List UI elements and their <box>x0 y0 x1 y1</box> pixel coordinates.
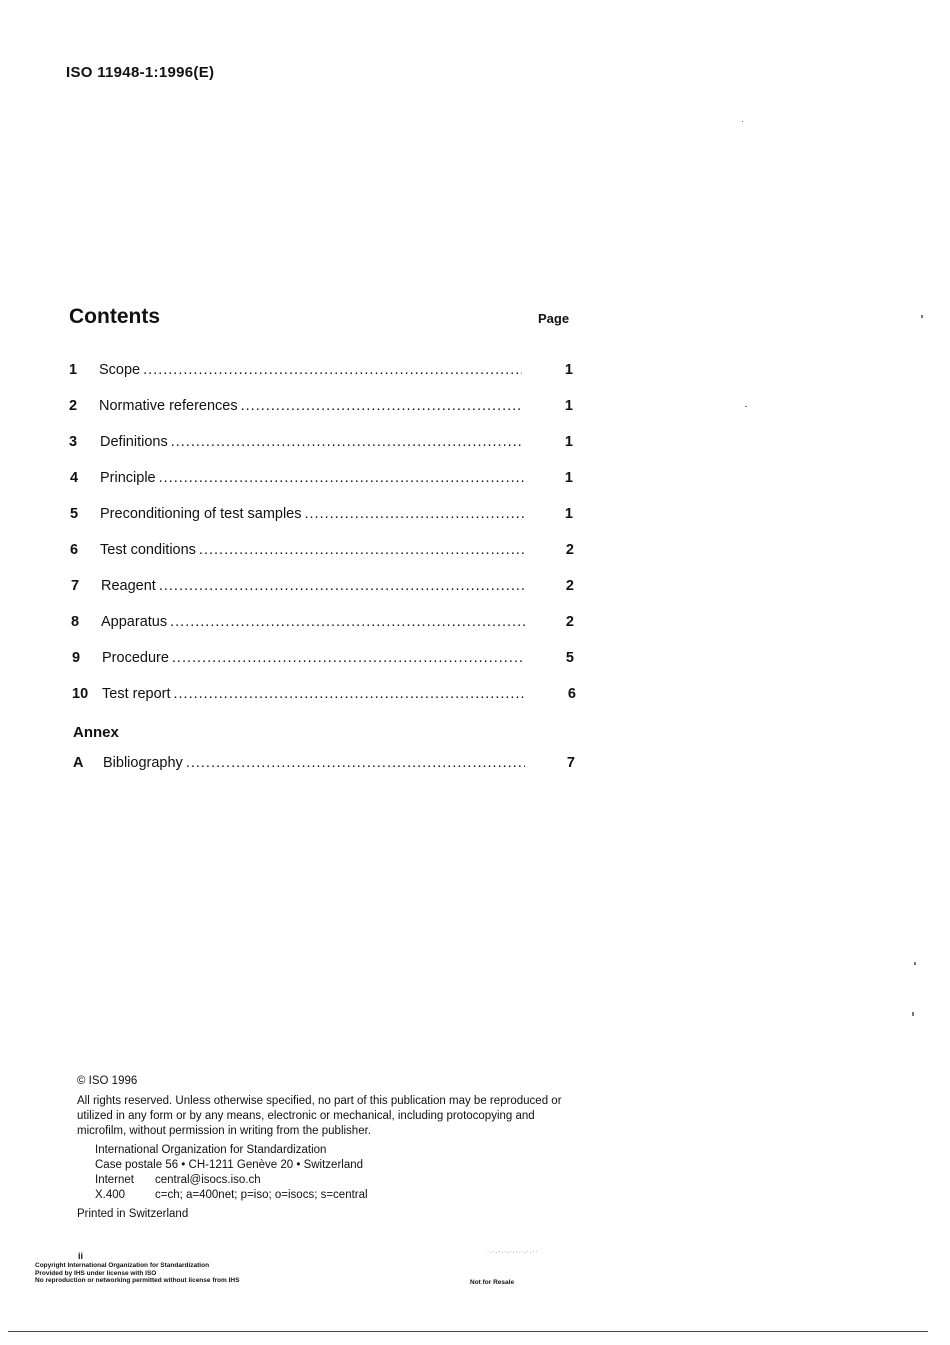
toc-entry-2[interactable] <box>69 398 579 434</box>
copyright-line: © ISO 1996 <box>77 1075 138 1087</box>
annex-letter: A <box>73 755 84 771</box>
toc-title: Test conditions <box>100 542 196 558</box>
toc-number: 4 <box>70 470 79 486</box>
toc-title: Procedure <box>102 650 169 666</box>
page-number: ii <box>78 1251 84 1261</box>
toc-page: 1 <box>564 398 573 414</box>
x400-address: c=ch; a=400net; p=iso; o=isocs; s=central <box>155 1189 368 1201</box>
toc-page: 6 <box>567 686 576 702</box>
toc-page: 5 <box>565 650 574 666</box>
toc-annex-a[interactable] <box>73 755 578 779</box>
postal-address: Case postale 56 • CH-1211 Genève 20 • Switzerland <box>95 1159 364 1171</box>
toc-number: 1 <box>69 362 78 378</box>
notice-line: Provided by IHS under license with ISO <box>35 1269 157 1277</box>
toc-entry-7[interactable] <box>69 578 579 614</box>
page-column-header: Page <box>538 311 570 326</box>
publisher-org: International Organization for Standardization <box>95 1144 327 1156</box>
toc-entry-8[interactable] <box>69 614 579 650</box>
toc-title: Principle <box>100 470 156 486</box>
printed-in: Printed in Switzerland <box>77 1208 189 1220</box>
toc-title: Normative references <box>99 398 238 414</box>
toc-leader <box>174 686 526 702</box>
toc-number: 8 <box>71 614 80 630</box>
not-for-resale: Not for Resale <box>470 1279 515 1286</box>
notice-line: No reproduction or networking permitted without license from IHS <box>35 1277 240 1284</box>
toc-page: 2 <box>565 614 574 630</box>
toc-number: 2 <box>69 398 78 414</box>
toc-number: 3 <box>69 434 78 450</box>
toc-page: 2 <box>565 542 574 558</box>
toc-entry-3[interactable] <box>69 434 579 470</box>
toc-title: Scope <box>99 362 141 378</box>
annex-heading: Annex <box>73 724 119 741</box>
toc-entry-10[interactable] <box>69 686 579 722</box>
scan-speck <box>921 315 923 318</box>
internet-label: Internet <box>95 1174 134 1186</box>
publisher-address <box>95 1143 587 1203</box>
notice-line: Copyright International Organization for Standardization <box>35 1262 210 1269</box>
license-notice <box>35 1262 239 1285</box>
toc-leader <box>172 650 525 666</box>
toc-entry-4[interactable] <box>69 470 579 506</box>
bottom-rule <box>8 1331 928 1332</box>
toc-page: 1 <box>564 362 573 378</box>
x400-label: X.400 <box>95 1189 126 1201</box>
internet-address: central@isocs.iso.ch <box>155 1174 261 1186</box>
toc-page: 1 <box>564 434 573 450</box>
toc-title: Apparatus <box>101 614 168 630</box>
toc-leader <box>171 434 523 450</box>
scan-speck <box>912 1012 914 1016</box>
toc-entry-9[interactable] <box>69 650 579 686</box>
scan-speck <box>742 121 743 122</box>
toc-leader <box>170 614 525 630</box>
toc-number: 9 <box>72 650 81 666</box>
scan-artifact: ·.·.·.·.·.·.·.·.·· <box>487 1249 539 1255</box>
toc-page: 1 <box>564 470 573 486</box>
toc-leader <box>159 470 524 486</box>
scan-speck <box>914 962 916 965</box>
toc-leader <box>199 542 524 558</box>
toc-title: Bibliography <box>103 755 183 771</box>
toc-leader <box>305 506 525 522</box>
toc-page: 1 <box>564 506 573 522</box>
toc-page: 7 <box>566 755 575 771</box>
toc-title: Preconditioning of test samples <box>100 506 302 522</box>
toc-title: Definitions <box>100 434 168 450</box>
copyright-block <box>77 1074 587 1222</box>
copyright-body: All rights reserved. Unless otherwise specified, no part of this publication may be reproduced or utilized in any form or by any means, electronic or mechanical, including protocopying and microfilm, without permission in writing from the publisher. <box>77 1095 562 1137</box>
toc-number: 6 <box>70 542 79 558</box>
toc-page: 2 <box>565 578 574 594</box>
toc-leader <box>241 398 522 414</box>
scan-speck <box>745 406 747 407</box>
toc-number: 7 <box>71 578 80 594</box>
document-id: ISO 11948-1:1996(E) <box>66 64 215 81</box>
toc-entry-1[interactable] <box>69 362 579 398</box>
toc-leader <box>186 755 525 771</box>
toc-number: 10 <box>72 686 89 702</box>
toc-title: Test report <box>102 686 171 702</box>
toc-entry-6[interactable] <box>69 542 579 578</box>
table-of-contents <box>69 362 579 722</box>
toc-leader <box>143 362 522 378</box>
contents-title: Contents <box>69 305 160 328</box>
toc-title: Reagent <box>101 578 156 594</box>
toc-entry-5[interactable] <box>69 506 579 542</box>
toc-number: 5 <box>70 506 79 522</box>
toc-leader <box>159 578 525 594</box>
